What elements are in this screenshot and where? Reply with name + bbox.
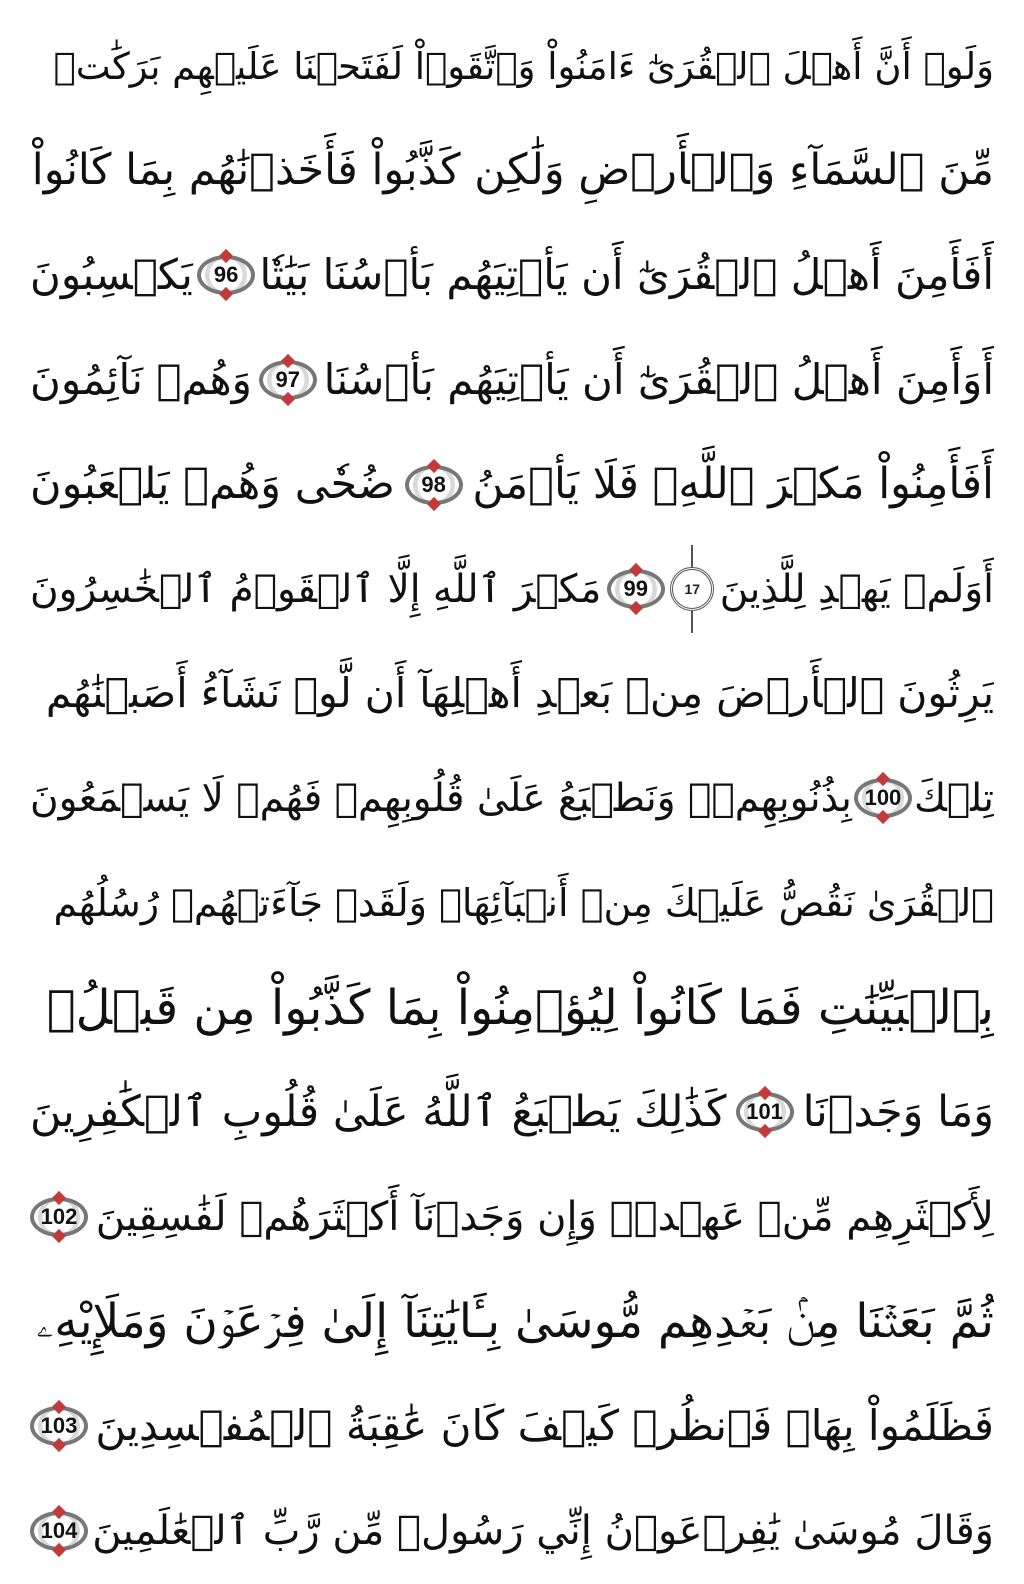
ayah-number-marker xyxy=(854,778,912,818)
ayah-number: 98 xyxy=(421,471,446,497)
text-line-13 xyxy=(30,1269,994,1374)
text-line-12 xyxy=(30,1165,994,1270)
text-line-1 xyxy=(30,14,994,119)
ayah-number: 97 xyxy=(275,367,301,393)
text-line-7 xyxy=(30,642,994,747)
ayah-number-marker xyxy=(30,1197,88,1237)
text-line-9 xyxy=(30,851,994,956)
hizb-number: 17 xyxy=(670,567,714,611)
verse-text: أَفَأَمِنَ أَهۡلُ ٱلۡقُرَىٰٓ أَن يَأۡتِيَهُم بَأۡسُنَا بَيَٰتٗا xyxy=(259,250,994,300)
ornament-stem xyxy=(691,611,693,633)
verse-text: وَلَوۡ أَنَّ أَهۡلَ ٱلۡقُرَىٰٓ ءَامَنُواْ وَٱتَّقَوۡاْ لَفَتَحۡنَا عَلَيۡهِم بَرَكَٰتٖ xyxy=(53,44,994,88)
ayah-number: 101 xyxy=(746,1099,783,1125)
verse-text: بِٱلۡبَيِّنَٰتِ فَمَا كَانُواْ لِيُؤۡمِنُواْ بِمَا كَذَّبُواْ مِن قَبۡلُۚ xyxy=(46,979,994,1036)
ayah-number-marker xyxy=(30,1511,88,1551)
verse-text: أَوَأَمِنَ أَهۡلُ ٱلۡقُرَىٰٓ أَن يَأۡتِيَهُم بَأۡسُنَا xyxy=(323,355,994,405)
ayah-number: 96 xyxy=(213,262,239,288)
ayah-number: 100 xyxy=(864,785,902,811)
verse-text: تِلۡكَ xyxy=(913,775,994,821)
text-line-5 xyxy=(30,432,994,537)
text-line-6 xyxy=(30,537,994,642)
hizb-ornament-icon xyxy=(670,541,714,637)
verse-text: ٱلۡقُرَىٰ نَقُصُّ عَلَيۡكَ مِنۡ أَنۢبَآئِهَاۚ وَلَقَدۡ جَآءَتۡهُمۡ رُسُلُهُم xyxy=(53,881,994,926)
verse-text: فَظَلَمُواْ بِهَاۖ فَٱنظُرۡ كَيۡفَ كَانَ عَٰقِبَةُ ٱلۡمُفۡسِدِينَ xyxy=(95,1401,994,1451)
verse-text: أَوَلَمۡ يَهۡدِ لِلَّذِينَ xyxy=(719,566,994,612)
ayah-number-marker xyxy=(30,1406,88,1446)
ornament-stem xyxy=(691,545,693,567)
text-line-2 xyxy=(30,119,994,224)
text-line-10 xyxy=(30,955,994,1060)
text-line-14 xyxy=(30,1374,994,1479)
text-line-3 xyxy=(30,223,994,328)
verse-text: يَكۡسِبُونَ xyxy=(30,250,193,300)
verse-text: وَقَالَ مُوسَىٰ يَٰفِرۡعَوۡنُ إِنِّي رَسُولٞ مِّن رَّبِّ ٱلۡعَٰلَمِينَ xyxy=(92,1507,994,1554)
ayah-number-marker xyxy=(736,1092,794,1132)
verse-text: كَذَٰلِكَ يَطۡبَعُ ٱللَّهُ عَلَىٰ قُلُوبِ ٱلۡكَٰفِرِينَ xyxy=(30,1086,727,1137)
text-line-11 xyxy=(30,1060,994,1165)
verse-text: مَكۡرَ ٱللَّهِ إِلَّا ٱلۡقَوۡمُ ٱلۡخَٰسِرُونَ xyxy=(30,566,602,612)
verse-text: ثُمَّ بَعَثۡنَا مِنۢ بَعۡدِهِم مُّوسَىٰ بِـَٔايَٰتِنَآ إِلَىٰ فِرۡعَوۡنَ وَمَلَإِيْهِۦ xyxy=(36,1293,994,1349)
verse-text: وَمَا وَجَدۡنَا xyxy=(802,1086,994,1137)
verse-text: لِأَكۡثَرِهِم مِّنۡ عَهۡدٖۖ وَإِن وَجَدۡنَآ أَكۡثَرَهُمۡ لَفَٰسِقِينَ xyxy=(95,1193,994,1240)
text-line-15 xyxy=(30,1478,994,1583)
ayah-number: 102 xyxy=(40,1203,78,1229)
ayah-number-marker xyxy=(259,360,317,400)
ayah-number: 103 xyxy=(40,1413,78,1439)
verse-text: مِّنَ ٱلسَّمَآءِ وَٱلۡأَرۡضِ وَلَٰكِن كَذَّبُواْ فَأَخَذۡنَٰهُم بِمَا كَانُواْ xyxy=(31,145,994,196)
verse-text: بِذُنُوبِهِمۡۚ وَنَطۡبَعُ عَلَىٰ قُلُوبِهِمۡ فَهُمۡ لَا يَسۡمَعُونَ xyxy=(30,775,852,821)
ayah-number: 104 xyxy=(40,1517,78,1543)
verse-text: أَفَأَمِنُواْ مَكۡرَ ٱللَّهِۚ فَلَا يَأۡمَنُ xyxy=(472,459,994,510)
verse-text: ضُحٗى وَهُمۡ يَلۡعَبُونَ xyxy=(30,459,395,510)
ayah-number-marker xyxy=(405,465,463,505)
verse-text: يَرِثُونَ ٱلۡأَرۡضَ مِنۢ بَعۡدِ أَهۡلِهَآ أَن لَّوۡ نَشَآءُ أَصَبۡنَٰهُم xyxy=(45,669,994,718)
ayah-number-marker xyxy=(197,255,255,295)
text-line-8 xyxy=(30,746,994,851)
ayah-number-marker xyxy=(607,569,665,609)
verse-text: وَهُمۡ نَآئِمُونَ xyxy=(30,355,252,405)
text-line-4 xyxy=(30,328,994,433)
ayah-number: 99 xyxy=(623,576,648,602)
